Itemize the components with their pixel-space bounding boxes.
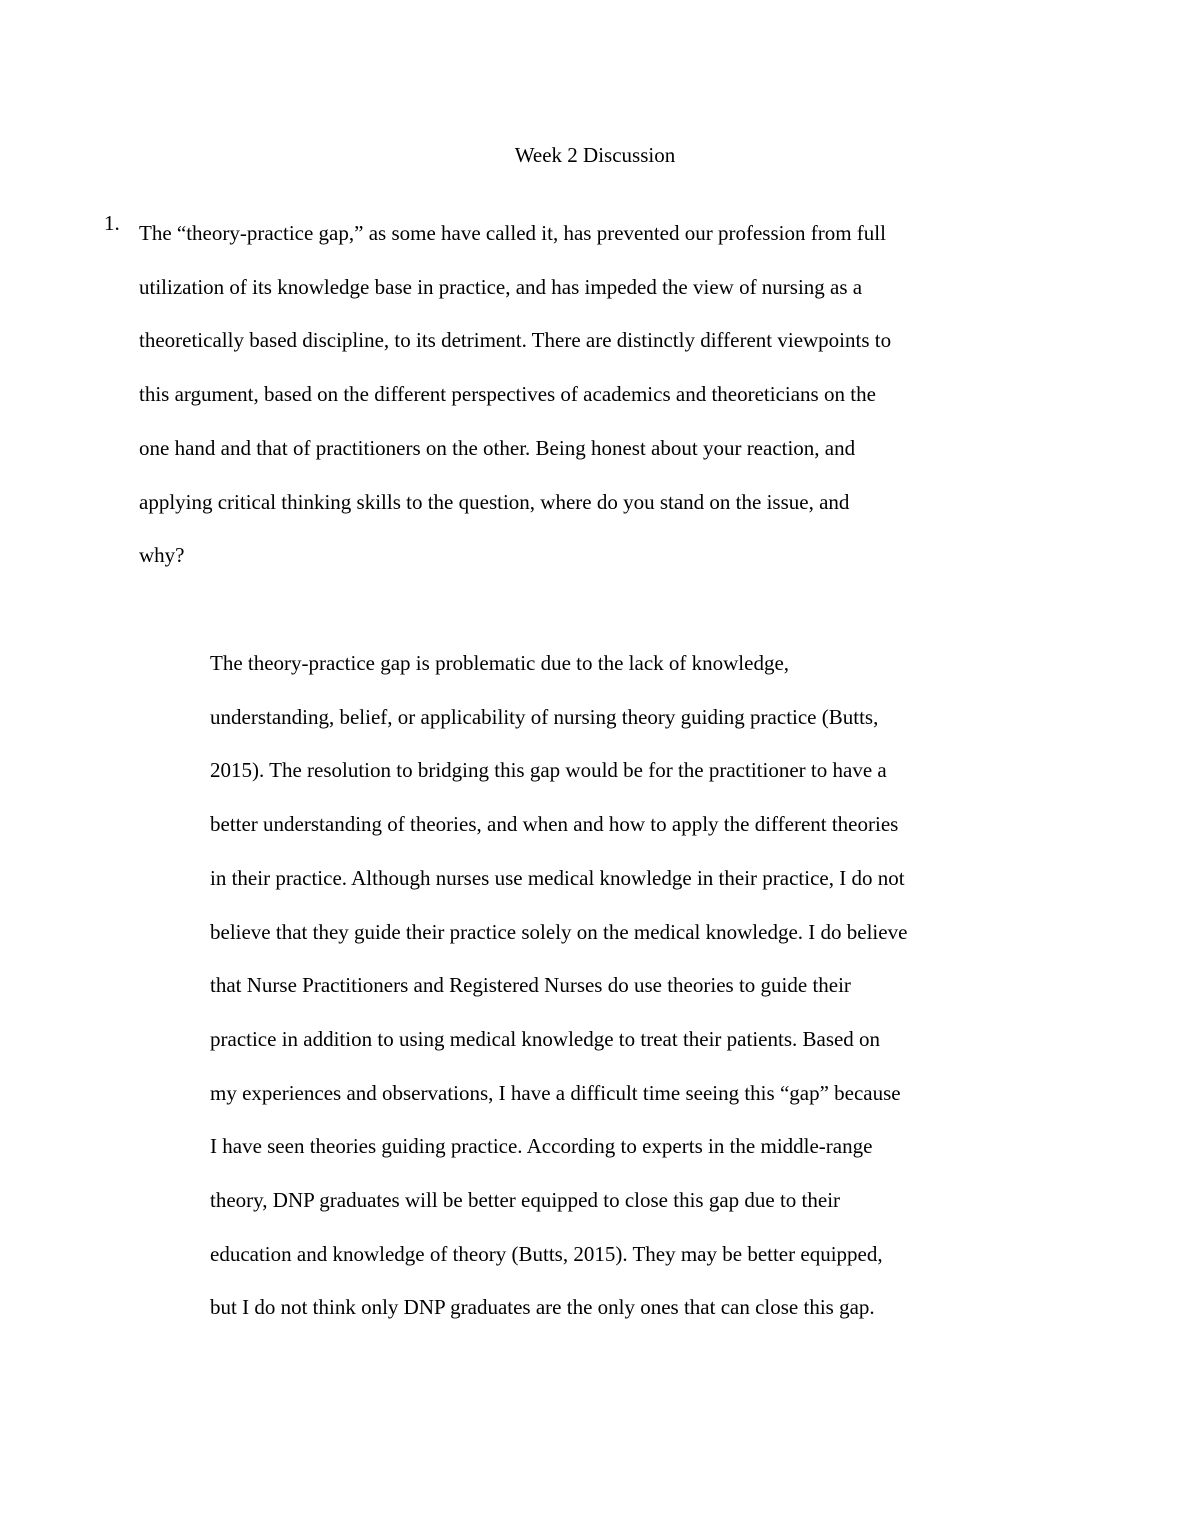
document-title: Week 2 Discussion bbox=[514, 143, 676, 167]
question-line: one hand and that of practitioners on the other. Being honest about your reaction, and bbox=[139, 435, 856, 460]
answer-line: I have seen theories guiding practice. According to experts in the middle-range bbox=[210, 1134, 873, 1159]
answer-line: 2015). The resolution to bridging this gap would be for the practitioner to have a bbox=[210, 758, 887, 783]
answer-line: The theory-practice gap is problematic due to the lack of knowledge, bbox=[210, 651, 790, 675]
answer-line: in their practice. Although nurses use medical knowledge in their practice, I do not bbox=[210, 865, 905, 890]
question-line: this argument, based on the different perspectives of academics and theoreticians on the bbox=[139, 382, 876, 407]
answer-line: practice in addition to using medical knowledge to treat their patients. Based on bbox=[210, 1026, 881, 1051]
answer-line: education and knowledge of theory (Butts, 2015). They may be better equipped, bbox=[210, 1241, 883, 1266]
answer-line: understanding, belief, or applicability of nursing theory guiding practice (Butts, bbox=[210, 704, 879, 729]
answer-line: believe that they guide their practice solely on the medical knowledge. I do believe bbox=[210, 919, 908, 944]
answer-line: theory, DNP graduates will be better equipped to close this gap due to their bbox=[210, 1188, 841, 1213]
question-line: why? bbox=[139, 543, 185, 568]
question-line: applying critical thinking skills to the question, where do you stand on the issue, and bbox=[139, 489, 850, 514]
answer-line: my experiences and observations, I have a difficult time seeing this “gap” because bbox=[210, 1080, 901, 1105]
answer-paragraph bbox=[210, 637, 1060, 1335]
question-line: The “theory-practice gap,” as some have called it, has prevented our profession from full bbox=[139, 221, 886, 245]
answer-line: that Nurse Practitioners and Registered Nurses do use theories to guide their bbox=[210, 973, 851, 998]
question-paragraph bbox=[139, 207, 1054, 583]
answer-line: better understanding of theories, and when and how to apply the different theories bbox=[210, 812, 899, 837]
question-number: 1. bbox=[104, 211, 120, 235]
question-line: utilization of its knowledge base in practice, and has impeded the view of nursing as a bbox=[139, 274, 863, 299]
answer-line: but I do not think only DNP graduates are the only ones that can close this gap. bbox=[210, 1295, 875, 1320]
question-line: theoretically based discipline, to its detriment. There are distinctly different viewpoints to bbox=[139, 328, 892, 353]
